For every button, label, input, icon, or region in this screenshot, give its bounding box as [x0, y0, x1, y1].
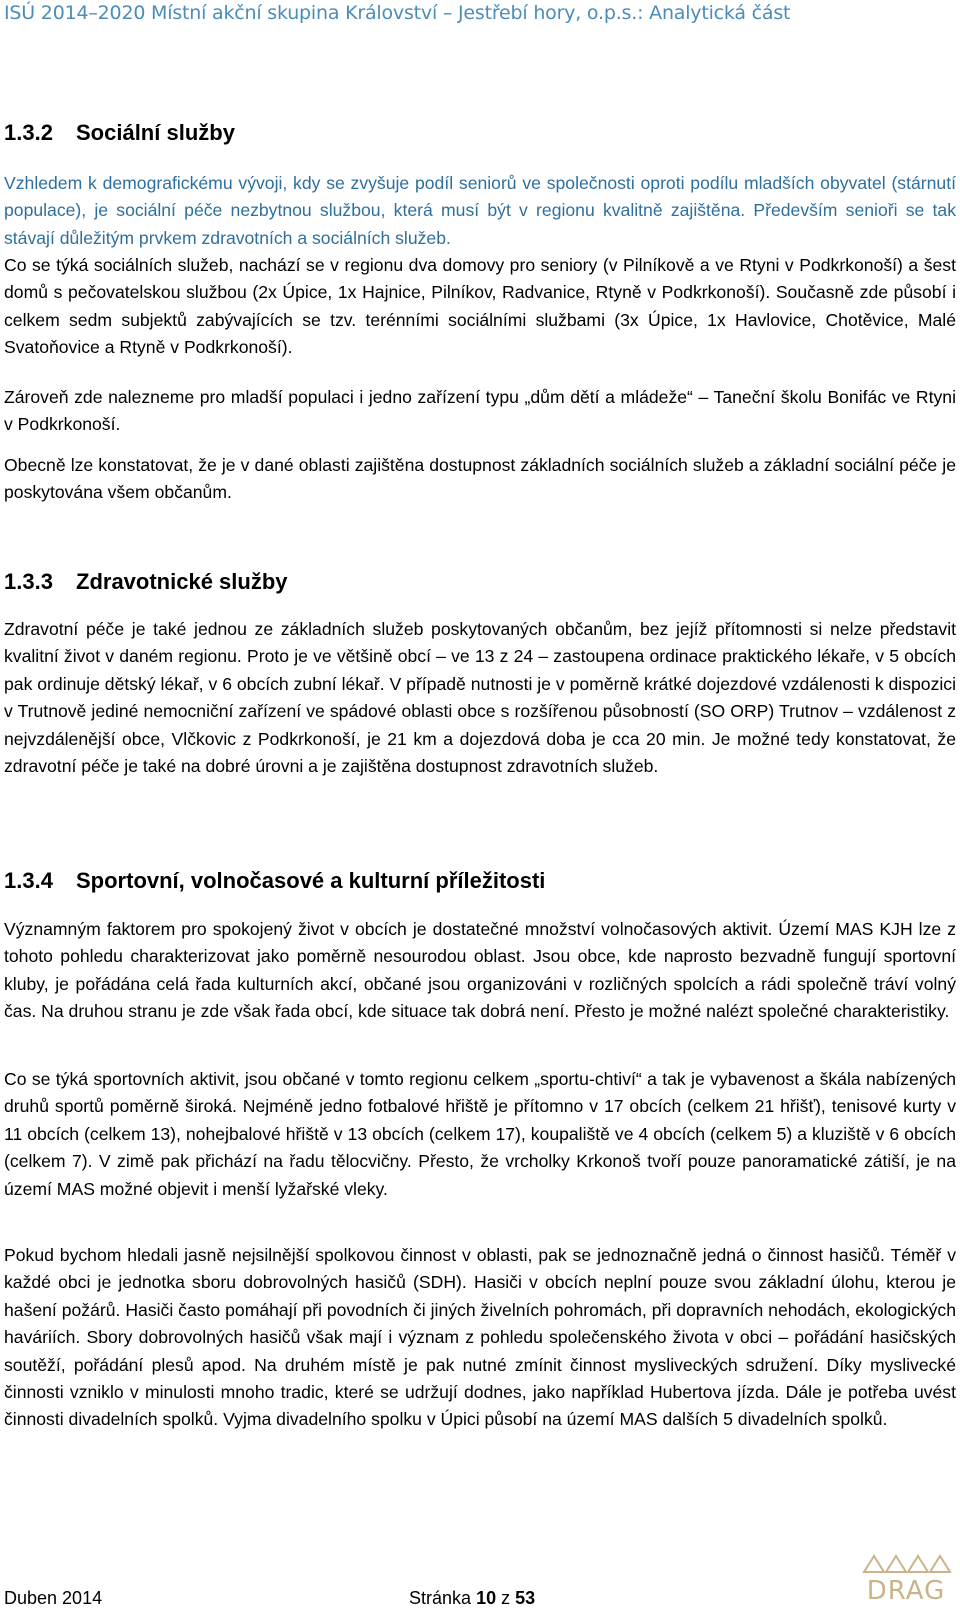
page-header: ISÚ 2014–2020 Místní akční skupina Království – Jestřebí hory, o.p.s.: Analytická část: [4, 2, 791, 24]
paragraph-leisure-intro: Významným faktorem pro spokojený život v obcích je dostatečné množství volnočasových aktivit. Území MAS KJH lze z tohoto pohledu charakterizovat jako poměrně nesourodou oblast. Jsou obce, kde naprosto bezvadně fungují sportovní kluby, je pořádána celá řada kulturních akcí, občané jsou organizováni v rozličných spolcích a rádi společně tráví volný čas. Na druhou stranu je zde však řada obcí, kde situace tak dobrá není. Přesto je možné nalézt společné charakteristiky.: [4, 919, 956, 1022]
section-number: 1.3.2: [4, 120, 53, 145]
page-total: 53: [515, 1588, 536, 1608]
paragraph-associations: Pokud bychom hledali jasně nejsilnější spolkovou činnost v oblasti, pak se jednoznačně jedná o činnost hasičů. Téměř v každé obci je jednotka sboru dobrovolných hasičů (SDH). Hasiči v obcích neplní pouze svou základní úlohu, kterou je hašení požárů. Hasiči často pomáhají při povodních či jiných živelních pohromách, při dopravních nehodách, ekologických haváriích. Sbory dobrovolných hasičů však mají i význam z pohledu společenského života v obci – pořádání hasičských soutěží, pořádání plesů apod. Na druhém místě je pak nutné zmínit činnost mysliveckých sdružení. Díky myslivecké činnosti vzniklo v minulosti mnoho tradic, které se udržují dodnes, jako například Hubertova jízda. Dále je potřeba uvést činnosti divadelních spolků. Vyjma divadelního spolku v Úpici působí na území MAS dalších 5 divadelních spolků.: [4, 1245, 956, 1430]
logo-triangles-icon: [860, 1552, 952, 1576]
paragraph-youth-facility: Zároveň zde nalezneme pro mladší populaci i jedno zařízení typu „dům dětí a mládeže“ – Taneční školu Bonifác ve Rtyni v Podkrkonoší.: [4, 387, 956, 435]
section-number: 1.3.4: [4, 868, 53, 893]
footer-date: Duben 2014: [4, 1588, 103, 1608]
footer-page-number: [409, 1588, 535, 1609]
section-heading-social-services: [4, 120, 235, 146]
section-number: 1.3.3: [4, 569, 53, 594]
section-heading-leisure: [4, 868, 545, 894]
paragraph-sports: Co se týká sportovních aktivit, jsou občané v tomto regionu celkem „sportu-chtiví“ a tak je vybavenost a škála nabízených druhů sportů poměrně široká. Nejméně jedno fotbalové hřiště je přítomno v 17 obcích (celkem 21 hřišť), tenisové kurty v 11 obcích (celkem 13), nohejbalové hřiště v 13 obcích (celkem 17), koupaliště ve 4 obcích (celkem 5) a kluziště v 6 obcích (celkem 7). V zimě pak přichází na řadu tělocvičny. Přesto, že vrcholky Krkonoš tvoří pouze panoramatické zátiší, je na území MAS možné objevit i menší lyžařské vleky.: [4, 1069, 956, 1199]
section-title: Zdravotnické služby: [76, 569, 288, 594]
page-prefix: Stránka: [409, 1588, 472, 1608]
paragraph-lead: Vzhledem k demografickému vývoji, kdy se zvyšuje podíl seniorů ve společnosti oproti podílu mladších obyvatel (stárnutí populace), je sociální péče nezbytnou službou, která musí být v regionu kvalitně zajištěna. Především senioři se tak stávají důležitým prvkem zdravotních a sociálních služeb.: [4, 173, 956, 248]
drag-logo: [860, 1552, 952, 1612]
paragraph-social-services: Co se týká sociálních služeb, nachází se v regionu dva domovy pro seniory (v Pilníkově a ve Rtyni v Podkrkonoší) a šest domů s pečovatelskou službou (2x Úpice, 1x Hajnice, Pilníkov, Radvanice, Rtyně v Podkrkonoší). Současně zde působí i celkem sedm subjektů zabývajících se tzv. terénními sociálními službami (3x Úpice, 1x Havlovice, Chotěvice, Malé Svatoňovice a Rtyně v Podkrkonoší).: [4, 255, 956, 358]
paragraph-health-care: Zdravotní péče je také jednou ze základních služeb poskytovaných občanům, bez jejíž přítomnosti si nelze představit kvalitní život v daném regionu. Proto je ve většině obcí – ve 13 z 24 – zastoupena ordinace praktického lékaře, v 5 obcích pak ordinuje dětský lékař, v 6 obcích zubní lékař. V případě nutnosti je v poměrně krátké dojezdové vzdálenosti k dispozici v Trutnově jediné nemocniční zařízení ve spádové oblasti obce s rozšířenou působností (SO ORP) Trutnov – vzdálenost z nejvzdálenější obce, Vlčkovic z Podkrkonoší, je 21 km a dojezdová doba je cca 20 min. Je možné tedy konstatovat, že zdravotní péče je také na dobré úrovni a je zajištěna dostupnost zdravotních služeb.: [4, 619, 956, 777]
section-title: Sportovní, volnočasové a kulturní příležitosti: [76, 868, 546, 893]
logo-text: DRAG: [866, 1576, 946, 1606]
page-separator: z: [501, 1588, 511, 1608]
page-current: 10: [476, 1588, 497, 1608]
section-title: Sociální služby: [76, 120, 235, 145]
section-heading-health-services: [4, 569, 288, 595]
paragraph-demographics: [4, 170, 956, 252]
paragraph-social-summary: Obecně lze konstatovat, že je v dané oblasti zajištěna dostupnost základních sociálních služeb a základní sociální péče je poskytována všem občanům.: [4, 455, 956, 503]
